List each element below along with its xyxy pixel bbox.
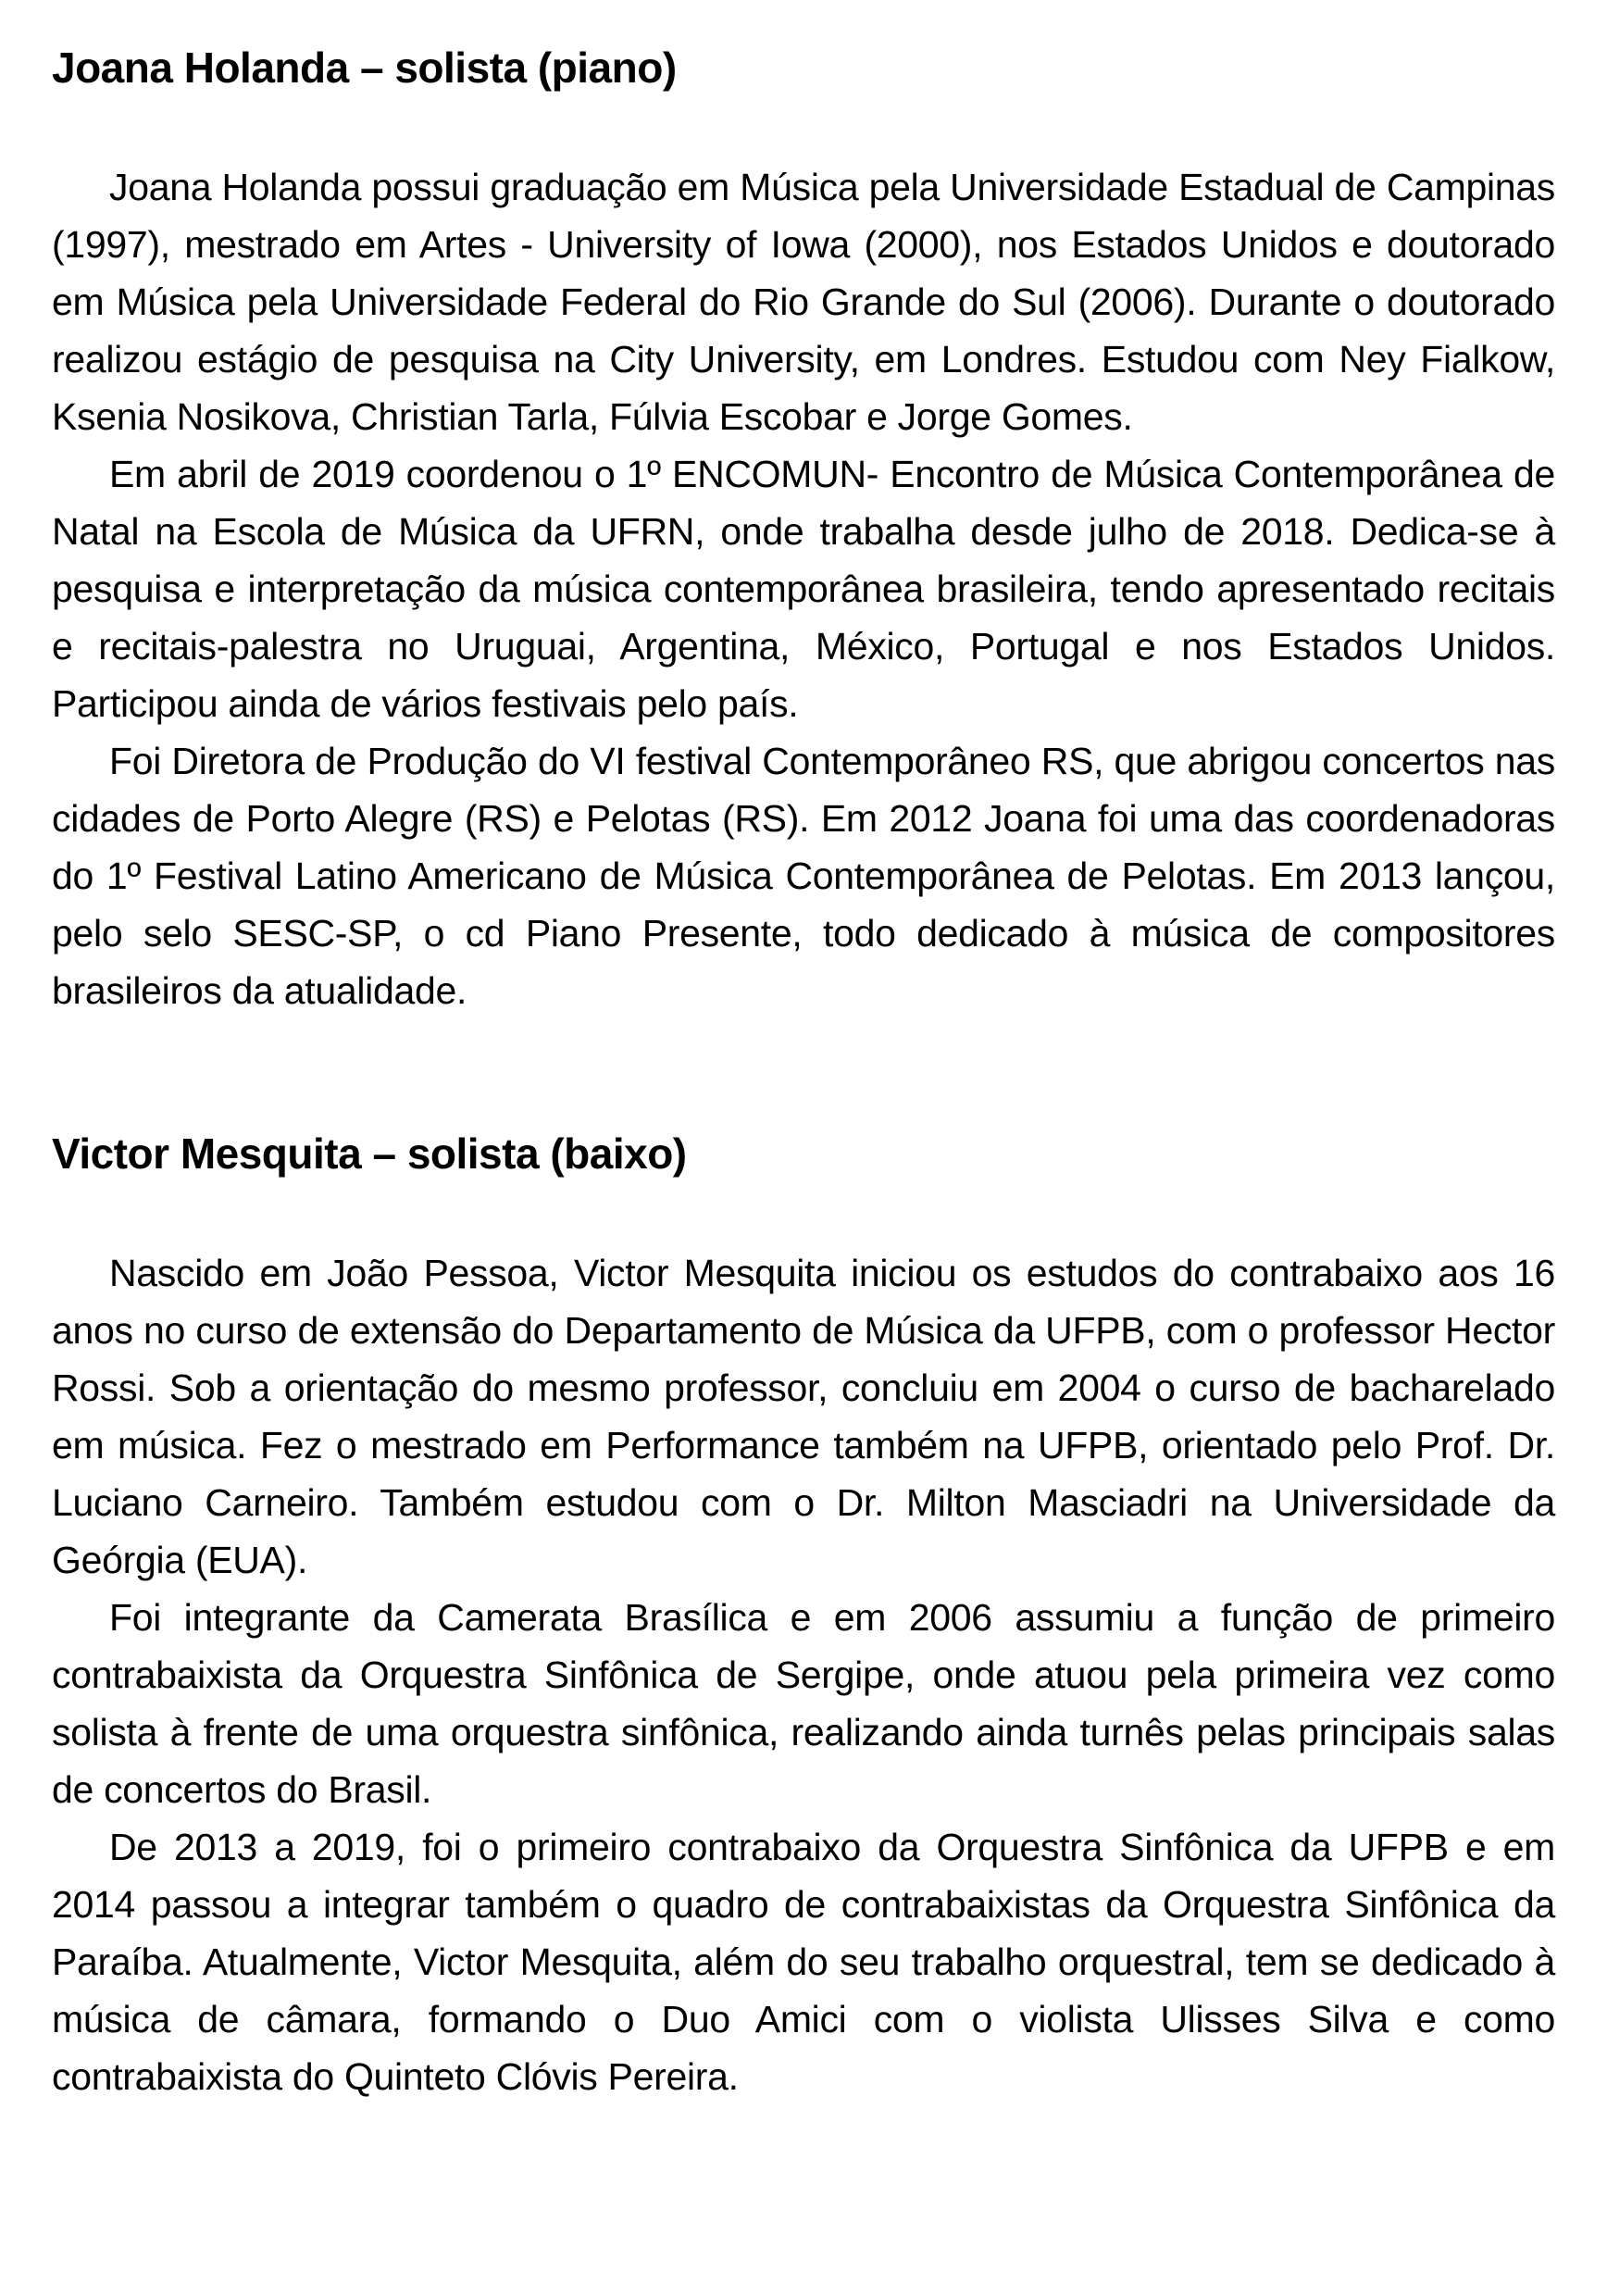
paragraph: Nascido em João Pessoa, Victor Mesquita iniciou os estudos do contrabaixo aos 16 anos no curso de extensão do Departamento de Música da UFPB, com o professor Hector Rossi. Sob a orientação do mesmo professor, concluiu em 2004 o curso de bacharelado em música. Fez o mestrado em Performance também na UFPB, orientado pelo Prof. Dr. Luciano Carneiro. Também estudou com o Dr. Milton Masciadri na Universidade da Geórgia (EUA). — [52, 1252, 1555, 1582]
paragraph: Foi Diretora de Produção do VI festival Contemporâneo RS, que abrigou concertos nas cidades de Porto Alegre (RS) e Pelotas (RS). Em 2012 Joana foi uma das coordenadoras do 1º Festival Latino Americano de Música Contemporânea de Pelotas. Em 2013 lançou, pelo selo SESC-SP, o cd Piano Presente, todo dedicado à música de compositores brasileiros da atualidade. — [52, 740, 1555, 1013]
paragraph: De 2013 a 2019, foi o primeiro contrabaixo da Orquestra Sinfônica da UFPB e em 2014 passou a integrar também o quadro de contrabaixistas da Orquestra Sinfônica da Paraíba. Atualmente, Victor Mesquita, além do seu trabalho orquestral, tem se dedicado à música de câmara, formando o Duo Amici com o violista Ulisses Silva e como contrabaixista do Quinteto Clóvis Pereira. — [52, 1826, 1555, 2099]
paragraph: Joana Holanda possui graduação em Música pela Universidade Estadual de Campinas (1997), mestrado em Artes - University of Iowa (2000), nos Estados Unidos e doutorado em Música pela Universidade Federal do Rio Grande do Sul (2006). Durante o doutorado realizou estágio de pesquisa na City University, em Londres. Estudou com Ney Fialkow, Ksenia Nosikova, Christian Tarla, Fúlvia Escobar e Jorge Gomes. — [52, 166, 1555, 439]
section-heading-victor-mesquita: Victor Mesquita – solista (baixo) — [52, 1129, 687, 1179]
section-heading-joana-holanda: Joana Holanda – solista (piano) — [52, 44, 677, 92]
section-joana-holanda — [52, 43, 1555, 1019]
section-victor-mesquita — [52, 1129, 1555, 2105]
paragraph: Em abril de 2019 coordenou o 1º ENCOMUN- Encontro de Música Contemporânea de Natal na Escola de Música da UFRN, onde trabalha desde julho de 2018. Dedica-se à pesquisa e interpretação da música contemporânea brasileira, tendo apresentado recitais e recitais-palestra no Uruguai, Argentina, México, Portugal e nos Estados Unidos. Participou ainda de vários festivais pelo país. — [52, 453, 1555, 726]
paragraph: Foi integrante da Camerata Brasílica e em 2006 assumiu a função de primeiro contrabaixista da Orquestra Sinfônica de Sergipe, onde atuou pela primeira vez como solista à frente de uma orquestra sinfônica, realizando ainda turnês pelas principais salas de concertos do Brasil. — [52, 1596, 1555, 1812]
